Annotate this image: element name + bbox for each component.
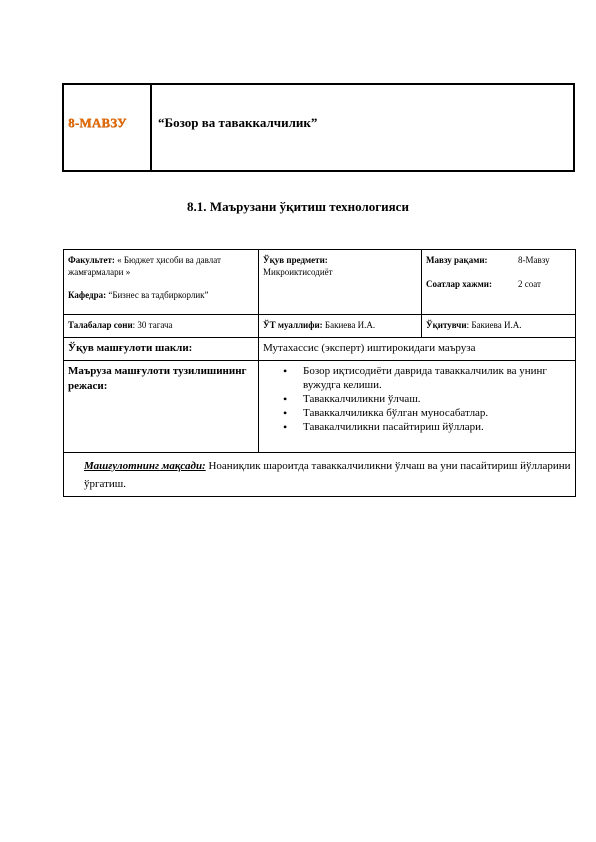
goal-label: Машғулотнинг мақсади:	[84, 460, 206, 472]
department-value: “Бизнес ва тадбиркорлик”	[106, 290, 209, 300]
topic-no-label: Мавзу рақами:	[426, 255, 488, 265]
form-label-cell	[64, 338, 259, 361]
plan-items-cell	[259, 361, 576, 453]
list-item: • Тавакалчиликни пасайтириш йўллари.	[263, 420, 571, 434]
subject-cell	[259, 250, 422, 315]
table-row	[64, 453, 576, 497]
subject-label: Ўқув предмети:	[263, 255, 328, 265]
students-value: : 30 тагача	[132, 320, 173, 330]
author-cell	[259, 315, 422, 338]
hours-label: Соатлар хажми:	[426, 279, 492, 289]
topic-number-cell	[64, 85, 152, 170]
form-value: Мутахассис (эксперт) иштирокидаги маъруза	[263, 342, 476, 354]
teacher-label: Ўқитувчи	[426, 320, 467, 330]
table-row	[64, 338, 576, 361]
topic-no-value: 8-Мавзу	[518, 255, 550, 265]
topic-header-box	[62, 83, 575, 172]
plan-list	[263, 364, 571, 434]
department-label: Кафедра:	[68, 290, 107, 300]
goal-cell	[64, 453, 576, 497]
plan-label-cell	[64, 361, 259, 453]
topic-title-cell	[152, 85, 573, 170]
topic-number: 8-МАВЗУ	[68, 115, 127, 130]
author-label: ЎТ муаллифи:	[263, 320, 323, 330]
table-row	[64, 361, 576, 453]
list-item: • Бозор иқтисодиёти даврида таваккалчилик ва унинг вужудга келиши.	[263, 364, 571, 392]
subject-value: Микроиктисодиёт	[263, 267, 333, 277]
form-label: Ўқув машғулоти шакли:	[68, 342, 193, 354]
section-heading: 8.1. Маърузани ўқитиш технологияси	[187, 199, 409, 214]
table-row	[64, 315, 576, 338]
plan-label: Маъруза машғулоти тузилишининг режаси:	[68, 365, 247, 392]
topic-title: “Бозор ва таваккалчилик”	[158, 115, 318, 130]
list-item: • Таваккалчиликни ўлчаш.	[263, 392, 571, 406]
teacher-cell	[422, 315, 576, 338]
faculty-label: Факультет:	[68, 255, 115, 265]
topic-info-cell	[422, 250, 576, 315]
form-value-cell	[259, 338, 576, 361]
goal-text: Ноаниқлик шароитда таваккалчиликни ўлчаш ва уни пасайтириш йўлларини ўргатиш.	[84, 460, 571, 490]
faculty-cell	[64, 250, 259, 315]
students-cell	[64, 315, 259, 338]
lecture-plan-table	[63, 249, 576, 497]
faculty-value: « Бюджет ҳисоби ва давлат жамғармалари »	[68, 255, 221, 277]
author-value: Бакиева И.А.	[322, 320, 376, 330]
table-row	[64, 250, 576, 315]
teacher-value: : Бакиева И.А.	[466, 320, 522, 330]
students-label: Талабалар сони	[68, 320, 133, 330]
list-item: • Таваккалчиликка бўлган муносабатлар.	[263, 406, 571, 420]
hours-value: 2 соат	[518, 279, 541, 289]
